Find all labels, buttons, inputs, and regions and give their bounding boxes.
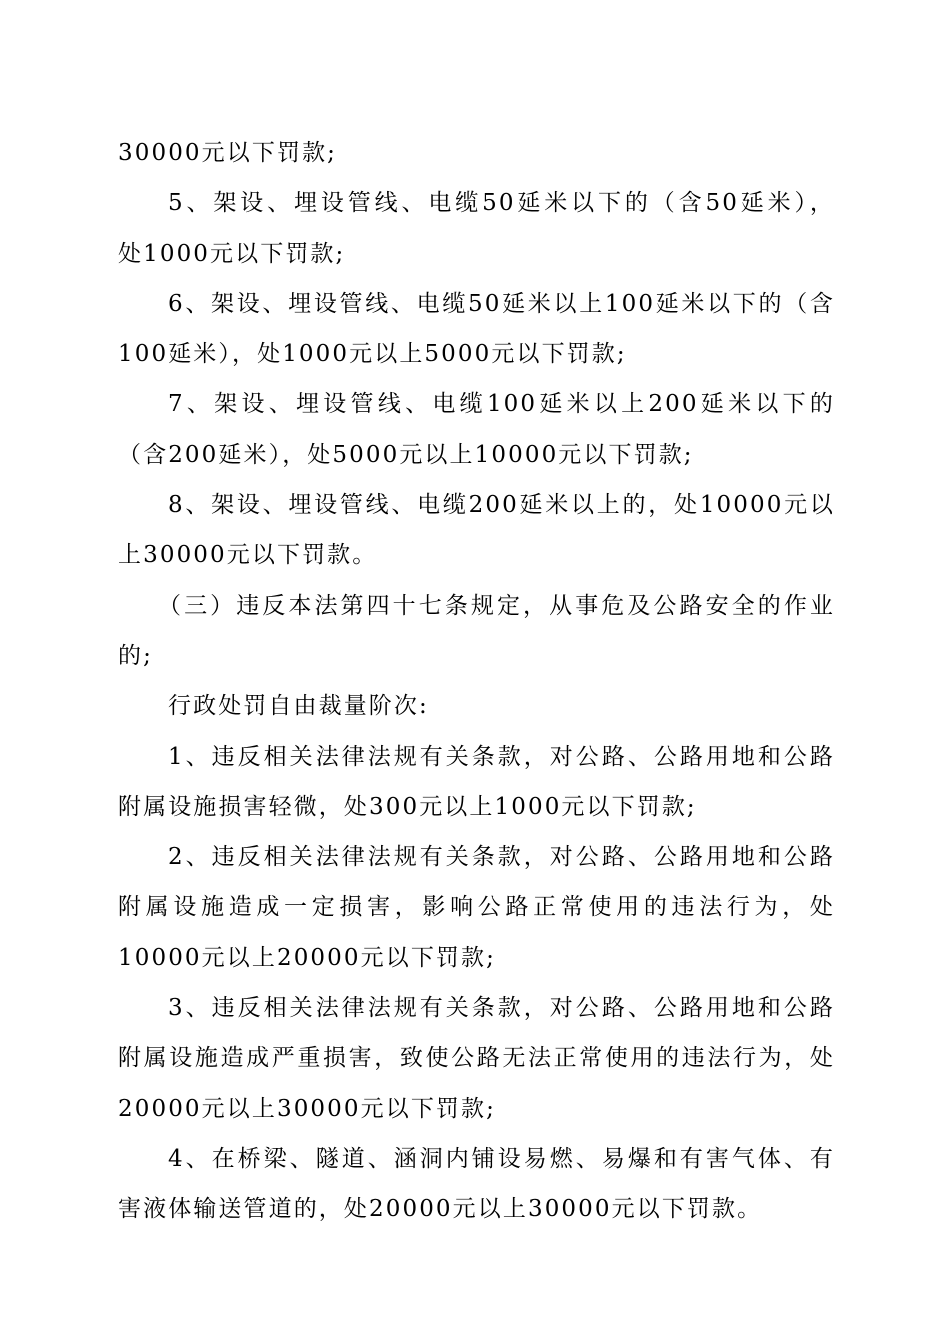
text-line: 5、架设、埋设管线、电缆50延米以下的（含50延米）， [168, 190, 835, 217]
text-line: 6、架设、埋设管线、电缆50延米以上100延米以下的（含 [168, 290, 835, 317]
text-line: 10000元以上20000元以下罚款; [118, 944, 496, 971]
text-line: 2、违反相关法律法规有关条款，对公路、公路用地和公路 [168, 844, 835, 871]
text-line: 附属设施造成一定损害，影响公路正常使用的违法行为，处 [118, 894, 835, 921]
text-line: 3、违反相关法律法规有关条款，对公路、公路用地和公路 [168, 995, 835, 1022]
text-line: 20000元以上30000元以下罚款; [118, 1095, 496, 1122]
text-line: 附属设施损害轻微，处300元以上1000元以下罚款; [118, 793, 697, 820]
text-line: （含200延米），处5000元以上10000元以下罚款; [118, 441, 694, 468]
text-line: 100延米），处1000元以上5000元以下罚款; [118, 341, 627, 368]
text-line: 处1000元以下罚款; [118, 240, 346, 267]
text-line: （三）违反本法第四十七条规定，从事危及公路安全的作业 [158, 592, 835, 619]
section-heading: 行政处罚自由裁量阶次: [168, 693, 429, 720]
text-line: 7、架设、埋设管线、电缆100延米以上200延米以下的 [168, 391, 835, 418]
text-line: 4、在桥梁、隧道、涵洞内铺设易燃、易爆和有害气体、有 [168, 1145, 835, 1172]
text-line: 8、架设、埋设管线、电缆200延米以上的，处10000元以 [168, 492, 835, 519]
text-line: 上30000元以下罚款。 [118, 542, 378, 569]
document-body [118, 128, 835, 1235]
text-line: 1、违反相关法律法规有关条款，对公路、公路用地和公路 [168, 743, 835, 770]
text-line: 害液体输送管道的，处20000元以上30000元以下罚款。 [118, 1196, 763, 1223]
text-line: 的; [118, 642, 153, 669]
text-line: 30000元以下罚款; [118, 140, 338, 166]
text-line: 附属设施造成严重损害，致使公路无法正常使用的违法行为，处 [118, 1045, 835, 1072]
